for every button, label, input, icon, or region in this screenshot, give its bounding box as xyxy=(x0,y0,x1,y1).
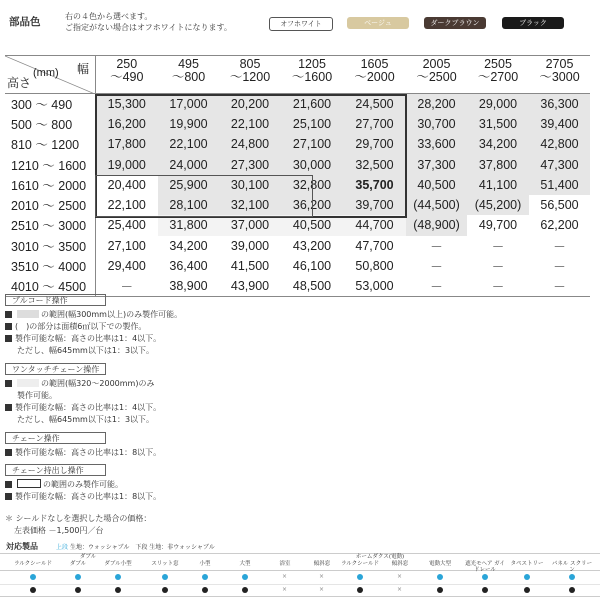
price-cell: － xyxy=(491,239,505,254)
price-cell: (48,900) xyxy=(406,215,467,235)
price-cell: 36,300 xyxy=(529,94,590,114)
product-col-label: ラルクシールド xyxy=(340,561,380,567)
width-range: 2705 ～3000 xyxy=(529,56,590,94)
height-range: 500 ～ 800 xyxy=(5,114,95,134)
price-cell: 43,200 xyxy=(292,238,332,253)
price-cell: 43,900 xyxy=(219,276,281,296)
product-x-mark: × xyxy=(397,586,403,593)
height-range: 3510 ～ 4000 xyxy=(5,256,95,276)
price-cell: 19,000 xyxy=(95,154,158,174)
price-cell: 20,400 xyxy=(107,177,146,192)
price-cell: 49,700 xyxy=(478,218,518,233)
shield-note: ＊ シールドなしを選択した場合の価格： xyxy=(5,514,152,523)
price-cell: － xyxy=(553,260,566,275)
price-cell: 20,200 xyxy=(219,94,281,114)
price-cell: 25,100 xyxy=(281,114,343,134)
bullet-icon xyxy=(5,335,12,342)
height-range: 810 ～ 1200 xyxy=(5,134,95,154)
height-range: 1610 ～ 2000 xyxy=(5,175,95,195)
price-cell: 25,400 xyxy=(107,218,146,233)
section-one-touch-chain: ワンタッチチェーン操作 xyxy=(5,363,106,375)
price-cell: － xyxy=(491,260,505,275)
shield-price-note: 左表価格 －1,500円／台 xyxy=(14,526,104,535)
height-range: 3010 ～ 3500 xyxy=(5,236,95,256)
price-cell: 37,300 xyxy=(406,154,467,174)
width-range: 1205 ～1600 xyxy=(281,56,343,94)
bullet-icon xyxy=(5,493,12,500)
product-col-label: スリット窓 xyxy=(151,561,179,567)
product-group-label: ダブル xyxy=(79,554,97,560)
product-x-mark: × xyxy=(319,573,325,580)
price-cell: 30,100 xyxy=(219,175,281,195)
price-cell: (44,500) xyxy=(406,195,467,215)
price-cell: 24,000 xyxy=(158,154,219,174)
outline-range-icon xyxy=(17,479,41,488)
price-cell: 28,100 xyxy=(158,195,219,215)
price-cell: 36,200 xyxy=(281,195,343,215)
price-cell: 36,400 xyxy=(169,259,208,274)
product-dot xyxy=(115,574,121,580)
price-cell: 31,500 xyxy=(467,114,529,134)
product-dot xyxy=(202,587,208,593)
price-cell: 48,500 xyxy=(281,276,343,296)
product-x-mark: × xyxy=(282,573,288,580)
price-cell: 42,800 xyxy=(529,134,590,154)
price-cell: 27,300 xyxy=(219,154,281,174)
price-cell: 19,900 xyxy=(158,114,219,134)
height-range: 4010 ～ 4500 xyxy=(5,276,95,296)
table-row xyxy=(5,256,590,276)
product-col-label: ダブル xyxy=(69,561,87,567)
bullet-icon xyxy=(5,481,12,488)
price-cell: 33,600 xyxy=(406,134,467,154)
product-col-label: 傾斜窓 xyxy=(313,561,331,567)
price-cell: 38,900 xyxy=(158,276,219,296)
product-dot xyxy=(482,574,488,580)
product-dot xyxy=(242,574,248,580)
product-dot xyxy=(437,587,443,593)
product-col-label: タペストリー xyxy=(510,561,544,567)
part-color-description: 右の４色から選べます。 ご指定がない場合はオフホワイトになります。 xyxy=(65,12,232,32)
price-cell: 41,500 xyxy=(230,259,270,274)
price-cell: 44,700 xyxy=(343,215,406,235)
price-cell: 27,100 xyxy=(281,134,343,154)
price-cell: 47,700 xyxy=(355,238,394,253)
table-row xyxy=(5,215,590,235)
height-range: 300 ～ 490 xyxy=(5,94,95,114)
width-header-row xyxy=(5,56,590,94)
height-range: 2510 ～ 3000 xyxy=(5,215,95,235)
product-col-label: 遮光モヘア ガイドレール xyxy=(465,561,505,573)
table-row xyxy=(5,236,590,256)
price-cell: 50,800 xyxy=(355,259,394,274)
color-swatch-black[interactable]: ブラック xyxy=(502,17,564,29)
price-cell: 24,500 xyxy=(343,94,406,114)
price-cell: 37,000 xyxy=(219,215,281,235)
products-table xyxy=(0,553,600,597)
product-x-mark: × xyxy=(282,586,288,593)
product-dot xyxy=(202,574,208,580)
price-cell: 34,200 xyxy=(169,238,208,253)
price-cell: 29,700 xyxy=(343,134,406,154)
note-line: の範囲(幅300mm以上)のみ製作可能。 xyxy=(5,309,182,321)
price-cell: 30,700 xyxy=(406,114,467,134)
section-pull-cord: プルコード操作 xyxy=(5,294,106,306)
product-dot xyxy=(482,587,488,593)
width-range: 1605 ～2000 xyxy=(343,56,406,94)
product-dot xyxy=(75,574,81,580)
price-cell: 32,500 xyxy=(343,154,406,174)
product-dot xyxy=(30,574,36,580)
bullet-icon xyxy=(5,311,12,318)
price-cell: 16,200 xyxy=(95,114,158,134)
note-line: 製作可能な幅：高さの比率は1：4以下。 xyxy=(5,333,161,345)
price-cell: (45,200) xyxy=(467,195,529,215)
product-dot xyxy=(75,587,81,593)
product-col-label: 傾斜窓 xyxy=(391,561,409,567)
price-cell: － xyxy=(430,260,443,275)
product-x-mark: × xyxy=(397,573,403,580)
price-cell: 56,500 xyxy=(540,198,579,213)
price-cell: 17,800 xyxy=(95,134,158,154)
price-cell: 37,800 xyxy=(467,154,529,174)
product-col-label: 浴室 xyxy=(279,561,291,567)
price-cell: 31,800 xyxy=(158,215,219,235)
bullet-icon xyxy=(5,380,12,387)
product-x-mark: × xyxy=(319,586,325,593)
product-dot xyxy=(115,587,121,593)
price-cell: 24,800 xyxy=(219,134,281,154)
height-range: 2010 ～ 2500 xyxy=(5,195,95,215)
product-dot xyxy=(524,574,530,580)
color-swatch-beige[interactable]: ベージュ xyxy=(347,17,409,29)
bullet-icon xyxy=(5,404,12,411)
price-cell: 25,900 xyxy=(158,175,219,195)
price-cell: 15,300 xyxy=(95,94,158,114)
note-line: の範囲のみ製作可能。 xyxy=(5,479,123,491)
note-line: の範囲(幅320～2000mm)のみ xyxy=(5,378,154,390)
product-dot xyxy=(357,574,363,580)
note-line: 製作可能な幅：高さの比率は1：8以下。 xyxy=(5,491,161,503)
note-line: 製作可能な幅：高さの比率は1：8以下。 xyxy=(5,447,161,459)
price-cell: － xyxy=(529,276,590,296)
width-range: 250 ～490 xyxy=(95,56,158,94)
product-dot xyxy=(357,587,363,593)
section-chain: チェーン操作 xyxy=(5,432,106,444)
note-line: 製作可能。 xyxy=(17,391,57,400)
product-col-label: ラルクシールド xyxy=(13,561,53,567)
products-title: 対応製品 xyxy=(6,542,38,551)
price-cell: 41,100 xyxy=(467,175,529,195)
product-dot xyxy=(524,587,530,593)
product-col-label: 小型 xyxy=(199,561,211,567)
price-cell: 29,000 xyxy=(467,94,529,114)
product-col-label: パネル スクリーン xyxy=(551,561,593,573)
price-cell: 46,100 xyxy=(292,259,332,274)
product-col-label: 大型 xyxy=(239,561,251,567)
bullet-icon xyxy=(5,449,12,456)
price-cell: － xyxy=(467,276,529,296)
price-cell: － xyxy=(95,276,158,296)
price-cell: 30,000 xyxy=(281,154,343,174)
product-dot xyxy=(569,587,575,593)
section-chain-hold: チェーン持出し操作 xyxy=(5,464,106,476)
price-cell-highlighted: 35,700 xyxy=(343,175,406,195)
price-cell: 62,200 xyxy=(540,218,579,233)
width-range: 2505 ～2700 xyxy=(467,56,529,94)
width-range: 2005 ～2500 xyxy=(406,56,467,94)
note-line: ただし、幅645mm以下は1：3以下。 xyxy=(17,346,155,355)
product-dot xyxy=(242,587,248,593)
price-cell: 39,000 xyxy=(230,238,270,253)
note-line: ( )の部分は面積6㎡以下での製作。 xyxy=(5,321,146,333)
price-cell: 32,800 xyxy=(281,175,343,195)
gray-range-icon xyxy=(17,310,39,318)
table-corner: 幅 高さ (mm) xyxy=(5,56,95,94)
product-col-label: 電動大型 xyxy=(428,561,451,567)
price-cell: 28,200 xyxy=(406,94,467,114)
product-group-label: ホームダクス(電動) xyxy=(355,554,405,560)
price-cell: 32,100 xyxy=(219,195,281,215)
width-range: 805 ～1200 xyxy=(219,56,281,94)
price-cell: 27,100 xyxy=(107,238,146,253)
price-cell: 17,000 xyxy=(158,94,219,114)
gray-range-icon xyxy=(17,379,39,387)
price-cell: － xyxy=(430,239,443,254)
products-legend: 上段 生地：ウォッシャブル 下段 生地：非ウォッシャブル xyxy=(56,544,215,551)
color-swatch-offwhite[interactable]: オフホワイト xyxy=(269,17,333,31)
product-col-label: ダブル小型 xyxy=(104,561,132,567)
product-dot xyxy=(162,587,168,593)
price-cell: 22,100 xyxy=(107,198,146,213)
product-dot xyxy=(569,574,575,580)
price-cell: 21,600 xyxy=(281,94,343,114)
note-line: 製作可能な幅：高さの比率は1：4以下。 xyxy=(5,402,161,414)
product-dot xyxy=(437,574,443,580)
height-range: 1210 ～ 1600 xyxy=(5,154,95,174)
price-cell: － xyxy=(553,239,566,254)
price-cell: 22,100 xyxy=(219,114,281,134)
part-color-label: 部品色 xyxy=(9,16,41,28)
pull-cord-range-outline xyxy=(95,175,313,217)
price-cell: 34,200 xyxy=(467,134,529,154)
product-dot xyxy=(30,587,36,593)
product-dot xyxy=(162,574,168,580)
note-line: ただし、幅645mm以下は1：3以下。 xyxy=(17,415,155,424)
price-cell: 53,000 xyxy=(343,276,406,296)
price-cell: 29,400 xyxy=(107,259,146,274)
price-cell: 40,500 xyxy=(406,175,467,195)
color-swatch-darkbrown[interactable]: ダークブラウン xyxy=(424,17,486,29)
price-cell: 51,400 xyxy=(529,175,590,195)
price-cell: 22,100 xyxy=(158,134,219,154)
price-cell: 47,300 xyxy=(529,154,590,174)
width-range: 495 ～800 xyxy=(158,56,219,94)
price-cell: 39,400 xyxy=(529,114,590,134)
price-cell: 27,700 xyxy=(343,114,406,134)
price-cell: － xyxy=(406,276,467,296)
bullet-icon xyxy=(5,323,12,330)
price-cell: 40,500 xyxy=(281,215,343,235)
price-cell: 39,700 xyxy=(343,195,406,215)
